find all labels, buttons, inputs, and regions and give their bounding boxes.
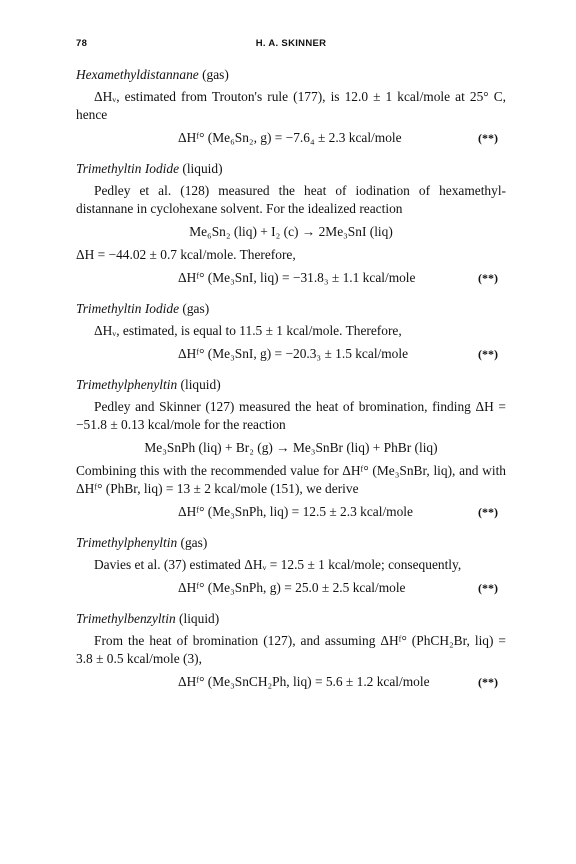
section-trimethylphenyltin-liquid: [76, 376, 506, 524]
section-trimethyltin-iodide-gas: [76, 300, 506, 366]
paragraph: ΔHᵥ, estimated, is equal to 11.5 ± 1 kcal/mole. Therefore,: [94, 323, 402, 338]
equation: ΔHᶠ° (Me₃SnI, liq) = −31.8₃ ± 1.1 kcal/mole: [178, 270, 416, 285]
recommended-mark: (**): [478, 271, 498, 285]
recommended-mark: (**): [478, 675, 498, 689]
paragraph: Combining this with the recommended value for ΔHᶠ° (Me₃SnBr, liq), and with ΔHᶠ° (PhBr, liq) = 13 ± 2 kcal/mole (151), we derive: [76, 463, 506, 496]
equation-row: [76, 670, 506, 694]
reaction-row: [76, 220, 506, 244]
reaction-equation: Me₃SnPh (liq) + Br₂ (g) → Me₃SnBr (liq) + PhBr (liq): [144, 440, 438, 455]
section-heading: Trimethylphenyltin (gas): [76, 535, 208, 550]
page-body: [76, 66, 506, 696]
equation-row: [76, 126, 506, 150]
paragraph: ΔH = −44.02 ± 0.7 kcal/mole. Therefore,: [76, 247, 296, 262]
page-number: 78: [76, 38, 88, 49]
recommended-mark: (**): [478, 505, 498, 519]
section-heading: Trimethylphenyltin (liquid): [76, 377, 221, 392]
equation: ΔHᶠ° (Me₃SnI, g) = −20.3₃ ± 1.5 kcal/mole: [178, 346, 409, 361]
section-heading: Trimethylbenzyltin (liquid): [76, 611, 220, 626]
section-trimethyltin-iodide-liquid: [76, 160, 506, 290]
equation: ΔHᶠ° (Me₆Sn₂, g) = −7.6₄ ± 2.3 kcal/mole: [178, 130, 402, 145]
reaction-row: [76, 436, 506, 460]
section-hexamethyldistannane-gas: [76, 66, 506, 150]
section-heading: Trimethyltin Iodide (gas): [76, 301, 210, 316]
paragraph: ΔHᵥ, estimated from Trouton's rule (177), is 12.0 ± 1 kcal/mole at 25° C, hence: [76, 89, 506, 122]
paragraph: Davies et al. (37) estimated ΔHᵥ = 12.5 ± 1 kcal/mole; consequently,: [94, 557, 462, 572]
paragraph: Pedley and Skinner (127) measured the heat of bromination, finding ΔH = −51.8 ± 0.13 kcal/mole for the reaction: [76, 399, 506, 432]
equation-row: [76, 342, 506, 366]
equation: ΔHᶠ° (Me₃SnPh, liq) = 12.5 ± 2.3 kcal/mole: [178, 504, 413, 519]
section-heading: Hexamethyldistannane (gas): [76, 67, 229, 82]
recommended-mark: (**): [478, 581, 498, 595]
equation: ΔHᶠ° (Me₃SnCH₂Ph, liq) = 5.6 ± 1.2 kcal/mole: [178, 674, 430, 689]
equation-row: [76, 576, 506, 600]
page-header: [76, 38, 506, 52]
recommended-mark: (**): [478, 131, 498, 145]
section-trimethylbenzyltin-liquid: [76, 610, 506, 694]
reaction-equation: Me₆Sn₂ (liq) + I₂ (c) → 2Me₃SnI (liq): [189, 224, 393, 239]
equation: ΔHᶠ° (Me₃SnPh, g) = 25.0 ± 2.5 kcal/mole: [178, 580, 406, 595]
equation-row: [76, 500, 506, 524]
paragraph: From the heat of bromination (127), and assuming ΔHᶠ° (PhCH₂Br, liq) = 3.8 ± 0.5 kcal/mole (3),: [76, 633, 506, 666]
recommended-mark: (**): [478, 347, 498, 361]
equation-row: [76, 266, 506, 290]
paragraph: Pedley et al. (128) measured the heat of iodination of hexamethyl-distannane in cyclohexane solvent. For the idealized reaction: [76, 183, 506, 216]
section-trimethylphenyltin-gas: [76, 534, 506, 600]
running-head: H. A. SKINNER: [255, 38, 327, 49]
section-heading: Trimethyltin Iodide (liquid): [76, 161, 223, 176]
